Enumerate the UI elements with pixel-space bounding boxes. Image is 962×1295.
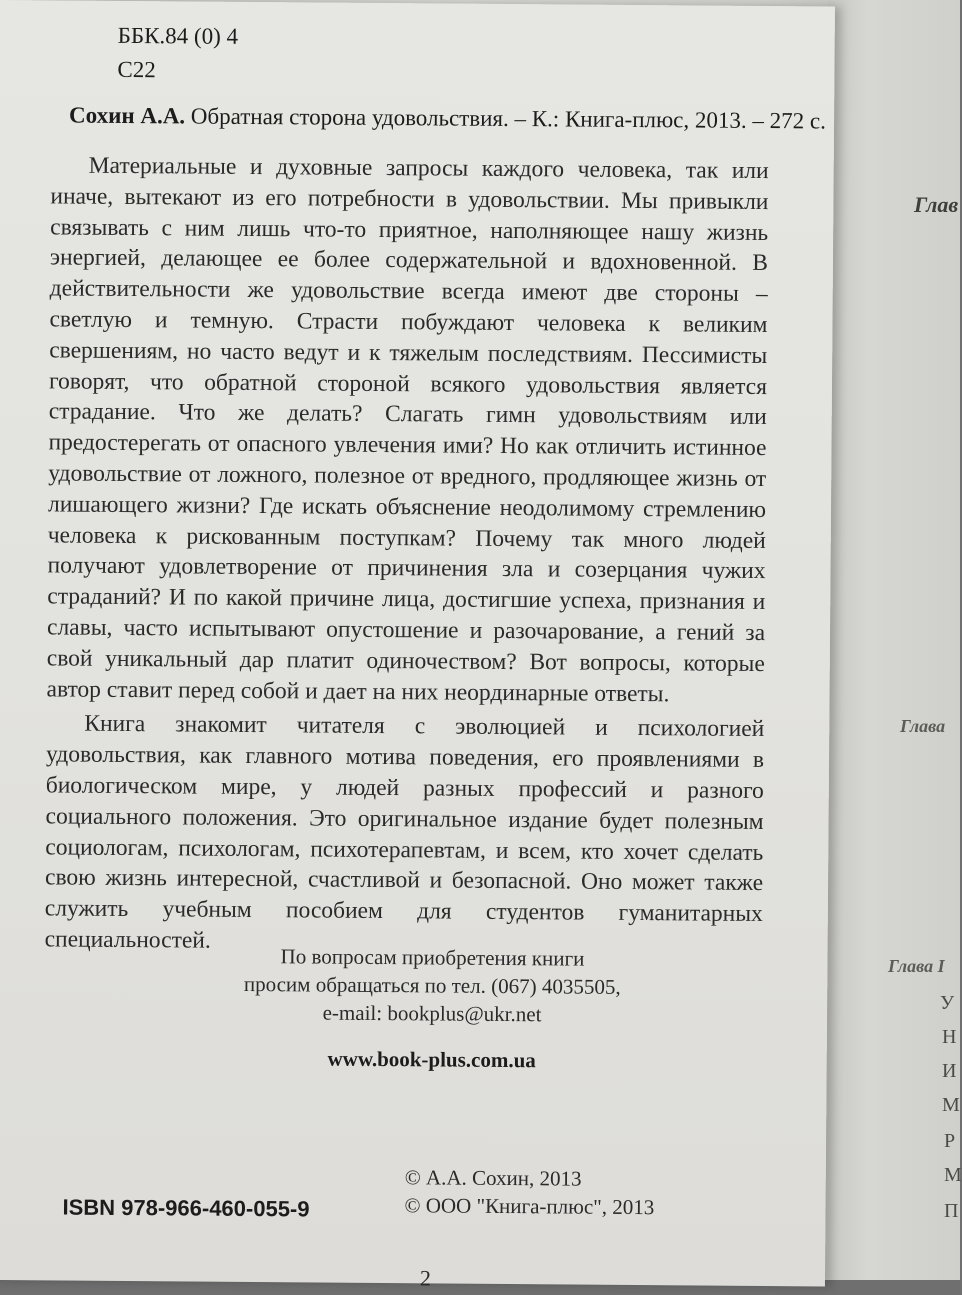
copyright-publisher: © ООО "Книга-плюс", 2013: [404, 1193, 655, 1220]
facing-page-letter: У: [940, 992, 955, 1014]
isbn: ISBN 978-966-460-055-9: [62, 1194, 310, 1222]
contact-email: e-mail: bookplus@ukr.net: [322, 1000, 542, 1027]
copyright-author: © А.А. Сохин, 2013: [404, 1165, 582, 1191]
annotation-paragraph: Материальные и духовные запросы каждого человека, так или иначе, вытекают из его потребности в удовольствии. Мы привыкли связывать с ним лишь что-то приятное, наполняющее нашу жизнь энергией, делающее ее более содержательной и вдохновенной. В действительности же удовольствие всегда имеют две стороны – светлую и темную. Страсти побуждают человека к великим свершениям, но часто ведут и к тяжелым последствиям. Пессимисты говорят, что обратной стороной всякого удовольствия является страдание. Что же делать? Слагать гимн удовольствиям или предостерегать от опасного увлечения ими? Но как отличить истинное удовольствие от ложного, полезное от вредного, продляющее жизнь от лишающего жизни? Где искать объяснение неодолимому стремлению человека к рискованным поступкам? Почему так много людей получают удовлетворение от причинения зла и созерцания чужих страданий? И по какой причине лица, достигшие успеха, признания и славы, часто испытывают опустошение и разочарование, а гений за свой уникальный дар платит одиночеством? Вот вопросы, которые автор ставит перед собой и дает на них неординарные ответы.: [46, 152, 769, 707]
contact-line: По вопросам приобретения книги: [280, 944, 585, 971]
facing-page-letter: Р: [944, 1130, 956, 1152]
catalog-description: Обратная сторона удовольствия. – К.: Книга-плюс, 2013. – 272 с.: [190, 103, 827, 134]
facing-page-letter: И: [942, 1060, 957, 1082]
publisher-website: www.book-plus.com.ua: [327, 1046, 536, 1073]
facing-page-letter: М: [942, 1094, 960, 1116]
catalog-entry: [69, 103, 826, 135]
page-number: 2: [419, 1265, 432, 1291]
facing-page-letter: П: [944, 1200, 959, 1222]
facing-page-letter: М: [944, 1164, 962, 1186]
author-sign: С22: [117, 56, 156, 83]
annotation-paragraph: Книга знакомит читателя с эволюцией и психологией удовольствия, как главного мотива поведения, его проявлениями в биологическом мире, у людей разных профессий и разного социального положения. Это оригинальное издание будет полезным социологам, психологам, психотерапевтам, и всем, кто хочет сделать свою жизнь интересной, счастливой и безопасной. Оно может также служить учебным пособием для студентов гуманитарных специальностей.: [44, 711, 765, 954]
facing-page-letter: Н: [942, 1026, 957, 1048]
facing-page: [828, 0, 960, 1280]
catalog-author: Сохин А.А.: [69, 102, 186, 129]
facing-page-heading-low: Глава I: [888, 956, 945, 976]
facing-page-heading-top: Глав: [914, 192, 959, 217]
facing-page-heading-mid: Глава: [900, 716, 946, 736]
contact-phone: просим обращаться по тел. (067) 4035505,: [243, 971, 621, 999]
bbk-code: ББК.84 (0) 4: [117, 22, 239, 49]
annotation: [45, 150, 769, 960]
